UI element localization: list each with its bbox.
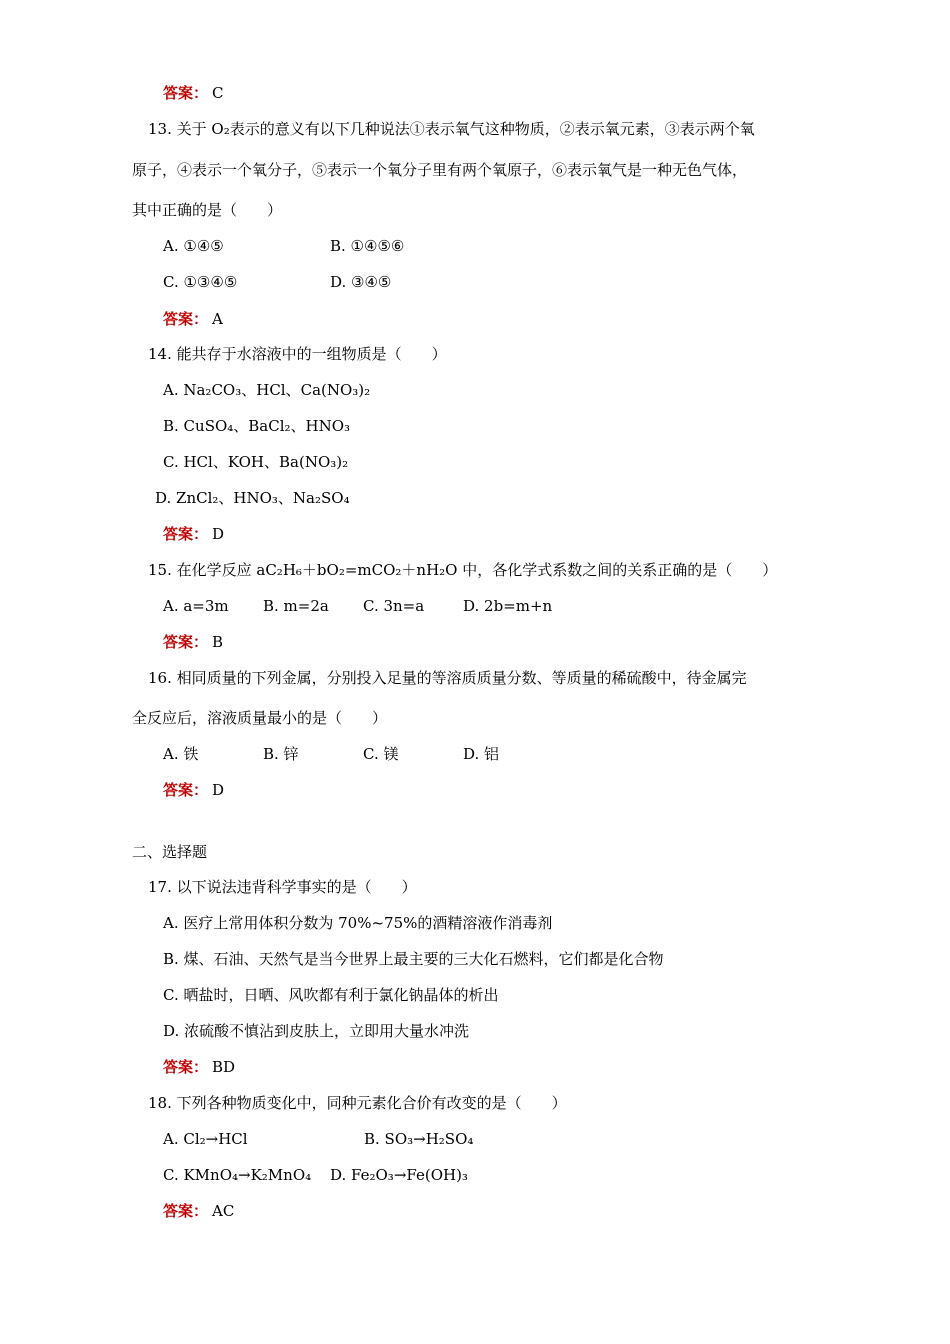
answer-q16 <box>163 780 224 800</box>
answer-value: AC <box>212 1202 235 1220</box>
answer-value: D <box>212 525 225 543</box>
q14-option-b: B. CuSO₄、BaCl₂、HNO₃ <box>163 417 351 435</box>
answer-label: 答案： <box>163 1202 209 1220</box>
q15-option-d: D. 2b=m+n <box>463 597 553 615</box>
question-13-line-1: 13. 关于 O₂表示的意义有以下几种说法①表示氧气这种物质，②表示氧元素，③表示两个氧 <box>148 120 755 138</box>
answer-q12 <box>163 83 224 103</box>
question-16-line-2: 全反应后，溶液质量最小的是（ ） <box>132 709 388 727</box>
answer-value: BD <box>212 1058 236 1076</box>
answer-value: D <box>212 781 225 799</box>
q17-option-d: D. 浓硫酸不慎沾到皮肤上，立即用大量水冲洗 <box>163 1022 470 1040</box>
q14-option-d: D. ZnCl₂、HNO₃、Na₂SO₄ <box>155 489 350 507</box>
question-13-line-3: 其中正确的是（ ） <box>132 201 283 219</box>
answer-q13 <box>163 309 223 329</box>
answer-label: 答案： <box>163 525 209 543</box>
q18-option-c: C. KMnO₄→K₂MnO₄ <box>163 1166 312 1184</box>
q17-option-a: A. 医疗上常用体积分数为 70%~75%的酒精溶液作消毒剂 <box>163 914 553 932</box>
answer-label: 答案： <box>163 781 209 799</box>
q13-option-d: D. ③④⑤ <box>330 273 392 291</box>
q15-option-c: C. 3n=a <box>363 597 425 615</box>
q18-option-a: A. Cl₂→HCl <box>163 1130 248 1148</box>
question-13-line-2: 原子，④表示一个氧分子，⑤表示一个氧分子里有两个氧原子，⑥表示氧气是一种无色气体， <box>132 161 748 179</box>
q14-option-c: C. HCl、KOH、Ba(NO₃)₂ <box>163 453 349 471</box>
q16-option-c: C. 镁 <box>363 745 399 763</box>
answer-q18 <box>163 1201 234 1221</box>
q18-option-d: D. Fe₂O₃→Fe(OH)₃ <box>330 1166 468 1184</box>
section-heading: 二、选择题 <box>132 843 208 861</box>
answer-label: 答案： <box>163 1058 209 1076</box>
answer-label: 答案： <box>163 633 209 651</box>
q17-option-c: C. 晒盐时，日晒、风吹都有利于氯化钠晶体的析出 <box>163 986 499 1004</box>
answer-q15 <box>163 632 223 652</box>
q17-option-b: B. 煤、石油、天然气是当今世界上最主要的三大化石燃料，它们都是化合物 <box>163 950 664 968</box>
question-15-stem: 15. 在化学反应 aC₂H₆＋bO₂=mCO₂＋nH₂O 中，各化学式系数之间的关系正确的是（ ） <box>148 561 778 579</box>
q18-option-b: B. SO₃→H₂SO₄ <box>364 1130 474 1148</box>
q16-option-b: B. 锌 <box>263 745 299 763</box>
answer-label: 答案： <box>163 84 209 102</box>
q13-option-b: B. ①④⑤⑥ <box>330 237 405 255</box>
question-18-stem: 18. 下列各种物质变化中，同种元素化合价有改变的是（ ） <box>148 1094 567 1112</box>
q15-option-b: B. m=2a <box>263 597 329 615</box>
question-16-line-1: 16. 相同质量的下列金属，分别投入足量的等溶质质量分数、等质量的稀硫酸中，待金属完 <box>148 669 747 687</box>
question-17-stem: 17. 以下说法违背科学事实的是（ ） <box>148 878 417 896</box>
q16-option-d: D. 铝 <box>463 745 500 763</box>
q14-option-a: A. Na₂CO₃、HCl、Ca(NO₃)₂ <box>163 381 371 399</box>
answer-value: B <box>212 633 224 651</box>
answer-q17 <box>163 1057 235 1077</box>
question-14-stem: 14. 能共存于水溶液中的一组物质是（ ） <box>148 345 447 363</box>
q13-option-c: C. ①③④⑤ <box>163 273 238 291</box>
q15-option-a: A. a=3m <box>163 597 229 615</box>
answer-q14 <box>163 524 224 544</box>
answer-value: A <box>212 310 223 328</box>
q13-option-a: A. ①④⑤ <box>163 237 224 255</box>
answer-value: C <box>212 84 224 102</box>
q16-option-a: A. 铁 <box>163 745 199 763</box>
answer-label: 答案： <box>163 310 209 328</box>
